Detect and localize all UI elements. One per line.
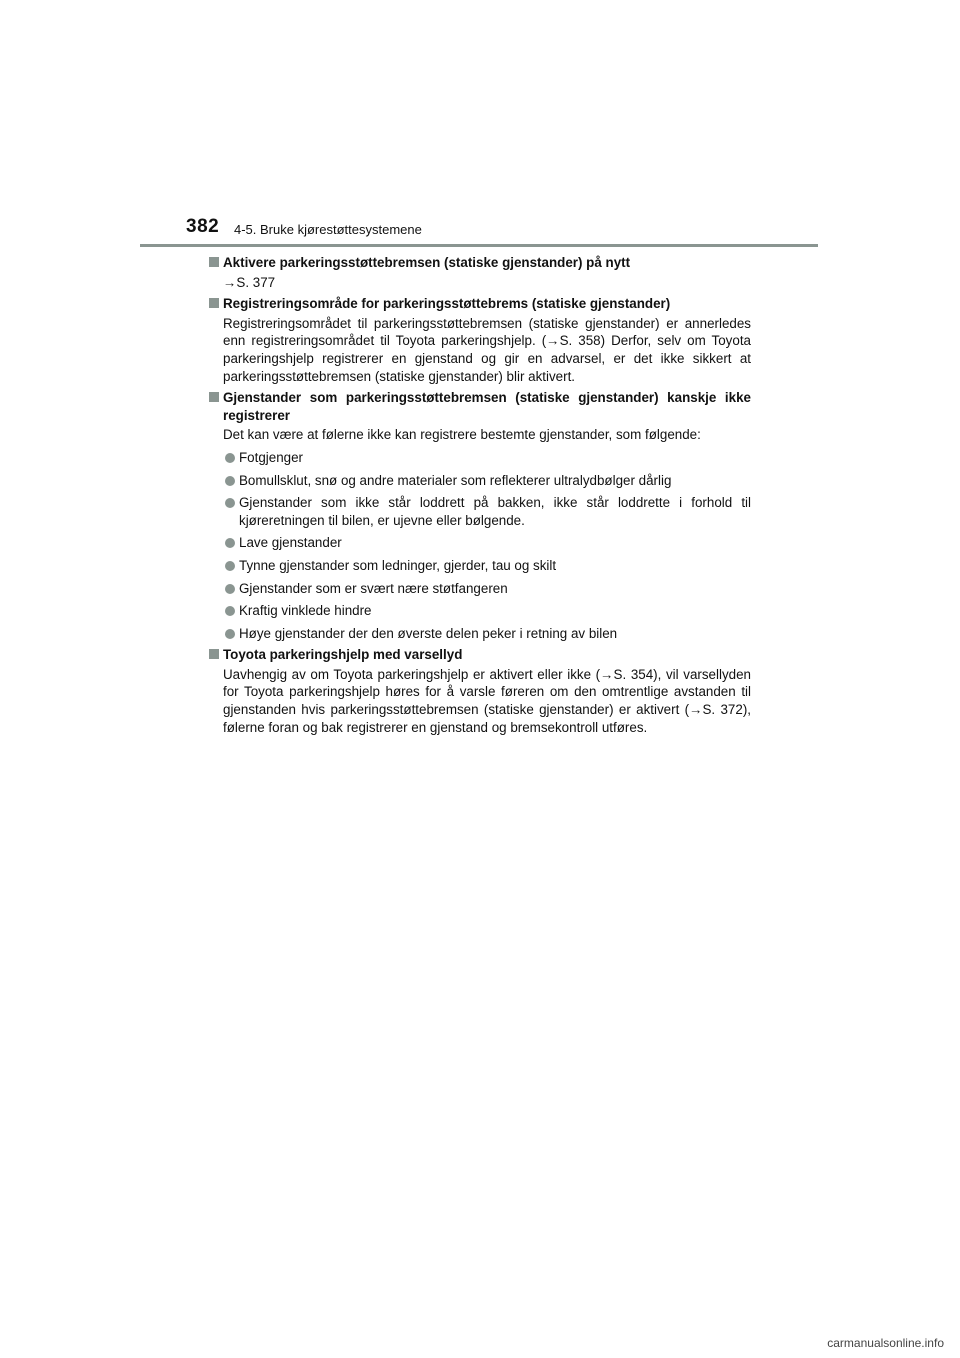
section-detection-area [209,295,751,385]
circle-bullet-icon [225,629,235,639]
page-reference: →S. 377 [223,274,276,290]
section-undetected-objects [209,389,751,642]
page-number: 382 [186,216,220,237]
circle-bullet-icon [225,498,235,508]
section-body: Uavhengig av om Toyota parkeringshjelp er aktivert eller ikke (→S. 354), vil varsellyden for Toyota parkeringshjelp høres for å varsle føreren om den omtrentlige avstanden til gjenstanden hvis parkeringsstøttebremsen (statiske gjenstander) er aktivert (→S. 372), følerne foran og bak registrerer en gjenstand og bremsekontroll utføres. [223,666,751,735]
watermark: carmanualsonline.info [827,1336,944,1350]
section-heading: Gjenstander som parkeringsstøttebremsen (statiske gjenstander) kanskje ikke registrerer [223,390,751,423]
circle-bullet-icon [225,476,235,486]
square-bullet-icon [209,392,219,402]
list-item: Gjenstander som ikke står loddrett på bakken, ikke står loddrette i forhold til kjøreretningen til bilen, er ujevne eller bølgende. [223,494,751,529]
circle-bullet-icon [225,584,235,594]
page-header [186,216,818,246]
square-bullet-icon [209,298,219,308]
section-heading: Registreringsområde for parkeringsstøttebrems (statiske gjenstander) [223,296,671,312]
list-item: Bomullsklut, snø og andre materialer som reflekterer ultralydbølger dårlig [223,472,751,490]
section-title: 4-5. Bruke kjørestøttesystemene [234,222,422,237]
square-bullet-icon [209,257,219,267]
list-item: Fotgjenger [223,449,751,467]
list-item: Gjenstander som er svært nære støtfangeren [223,580,751,598]
section-body: Det kan være at følerne ikke kan registrere bestemte gjenstander, som følgende: [223,427,701,443]
header-rule [140,244,818,247]
square-bullet-icon [209,649,219,659]
list-item: Tynne gjenstander som ledninger, gjerder, tau og skilt [223,557,751,575]
list-item: Lave gjenstander [223,534,751,552]
section-body: Registreringsområdet til parkeringsstøttebremsen (statiske gjenstander) er annerledes enn registreringsområdet til Toyota parkeringshjelp. (→S. 358) Derfor, selv om Toyota parkeringshjelp registrerer en gjenstand og gir en advarsel, er det ikke sikkert at parkeringsstøttebremsen (statiske gjenstander) blir aktivert. [223,315,751,384]
list-item: Høye gjenstander der den øverste delen peker i retning av bilen [223,625,751,643]
list-item: Kraftig vinklede hindre [223,602,751,620]
circle-bullet-icon [225,538,235,548]
page-content [209,254,751,740]
circle-bullet-icon [225,453,235,463]
circle-bullet-icon [225,606,235,616]
section-heading: Toyota parkeringshjelp med varsellyd [223,647,463,663]
section-heading: Aktivere parkeringsstøttebremsen (statiske gjenstander) på nytt [223,255,631,270]
section-buzzer [209,646,751,736]
circle-bullet-icon [225,561,235,571]
section-reactivate [209,254,751,291]
